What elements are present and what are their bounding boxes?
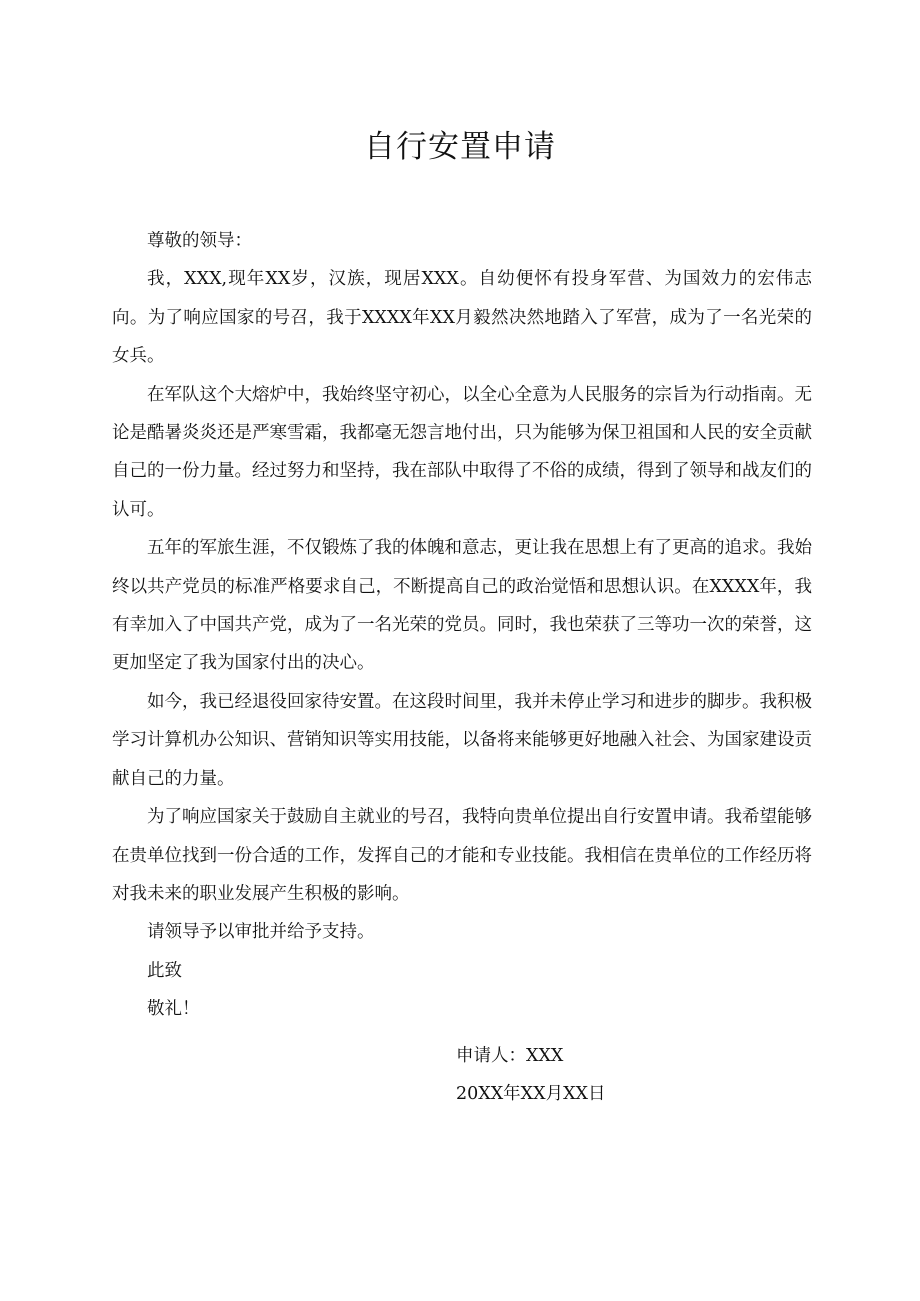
- paragraph-3: 五年的军旅生涯，不仅锻炼了我的体魄和意志，更让我在思想上有了更高的追求。我始终以共产党员的标准严格要求自己，不断提高自己的政治觉悟和思想认识。在XXXX年，我有幸加入了中国共产党，成为了一名光荣的党员。同时，我也荣获了三等功一次的荣誉，这更加坚定了我为国家付出的决心。: [112, 538, 812, 674]
- letter-date: 20XX年XX月XX日: [456, 1084, 606, 1105]
- paragraph-1: 我，XXX,现年XX岁，汉族，现居XXX。自幼便怀有投身军营、为国效力的宏伟志向。为了响应国家的号召，我于XXXX年XX月毅然决然地踏入了军营，成为了一名光荣的女兵。: [112, 269, 812, 367]
- paragraph-4: 如今，我已经退役回家待安置。在这段时间里，我并未停止学习和进步的脚步。我积极学习计算机办公知识、营销知识等实用技能，以备将来能够更好地融入社会、为国家建设贡献自己的力量。: [112, 691, 812, 789]
- applicant-name: 申请人：XXX: [456, 1046, 564, 1066]
- salutation: 尊敬的领导：: [147, 231, 252, 251]
- closing-line-1: 此致: [147, 960, 182, 981]
- letter-body: [112, 222, 812, 1029]
- signature-block: [456, 1037, 606, 1114]
- paragraph-2: 在军队这个大熔炉中，我始终坚守初心，以全心全意为人民服务的宗旨为行动指南。无论是酷暑炎炎还是严寒雪霜，我都毫无怨言地付出，只为能够为保卫祖国和人民的安全贡献自己的一份力量。经过努力和坚持，我在部队中取得了不俗的成绩，得到了领导和战友们的认可。: [112, 384, 812, 520]
- closing-line-2: 敬礼！: [147, 999, 200, 1020]
- paragraph-5: 为了响应国家关于鼓励自主就业的号召，我特向贵单位提出自行安置申请。我希望能够在贵单位找到一份合适的工作，发挥自己的才能和专业技能。我相信在贵单位的工作经历将对我未来的职业发展产生积极的影响。: [112, 807, 812, 904]
- paragraph-6: 请领导予以审批并给予支持。: [147, 922, 375, 943]
- letter-title: 自行安置申请: [364, 129, 556, 165]
